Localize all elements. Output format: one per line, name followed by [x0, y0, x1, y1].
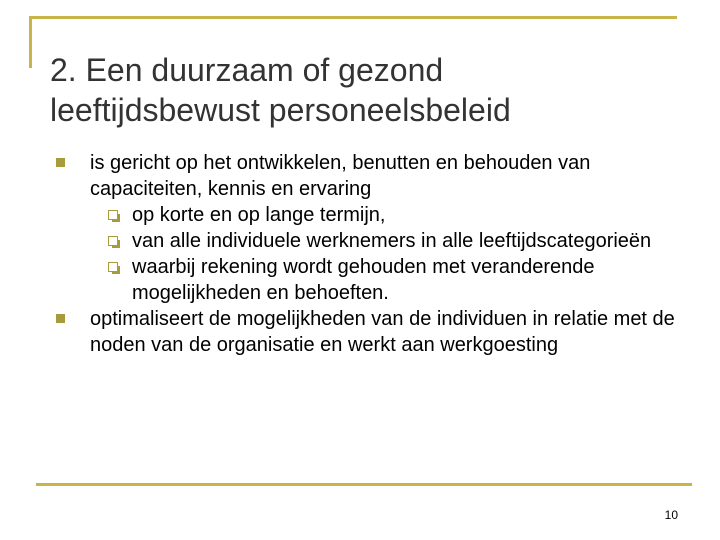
- hollow-square-bullet-icon: [108, 262, 118, 272]
- sub-bullet-text-1: op korte en op lange termijn,: [132, 204, 386, 226]
- sub-bullet-item-2: [90, 228, 680, 254]
- sub-bullet-item-1: [90, 202, 680, 228]
- page-number: 10: [664, 508, 678, 522]
- square-bullet-icon: [56, 158, 65, 167]
- slide-title: [50, 50, 690, 130]
- frame-left-line: [29, 16, 32, 68]
- hollow-square-bullet-icon: [108, 236, 118, 246]
- bullet-item-1: [50, 150, 680, 306]
- bullet-item-2: [50, 306, 680, 358]
- square-bullet-icon: [56, 314, 65, 323]
- sub-bullet-item-3: [90, 254, 680, 306]
- sub-bullet-list: [90, 202, 680, 306]
- frame-bottom-line: [36, 483, 692, 486]
- slide-title-line-1: 2. Een duurzaam of gezond: [50, 52, 444, 88]
- slide-content: [50, 150, 680, 358]
- bullet-text-1: is gericht op het ontwikkelen, benutten en behouden van capaciteiten, kennis en ervaring: [90, 152, 591, 200]
- bullet-text-2: optimaliseert de mogelijkheden van de individuen in relatie met de noden van de organisatie en werkt aan werkgoesting: [90, 308, 675, 356]
- frame-top-line: [29, 16, 677, 19]
- hollow-square-bullet-icon: [108, 210, 118, 220]
- sub-bullet-text-2: van alle individuele werknemers in alle leeftijdscategorieën: [132, 230, 652, 252]
- sub-bullet-text-3: waarbij rekening wordt gehouden met veranderende mogelijkheden en behoeften.: [132, 256, 595, 304]
- slide-title-line-2: leeftijdsbewust personeelsbeleid: [50, 92, 511, 128]
